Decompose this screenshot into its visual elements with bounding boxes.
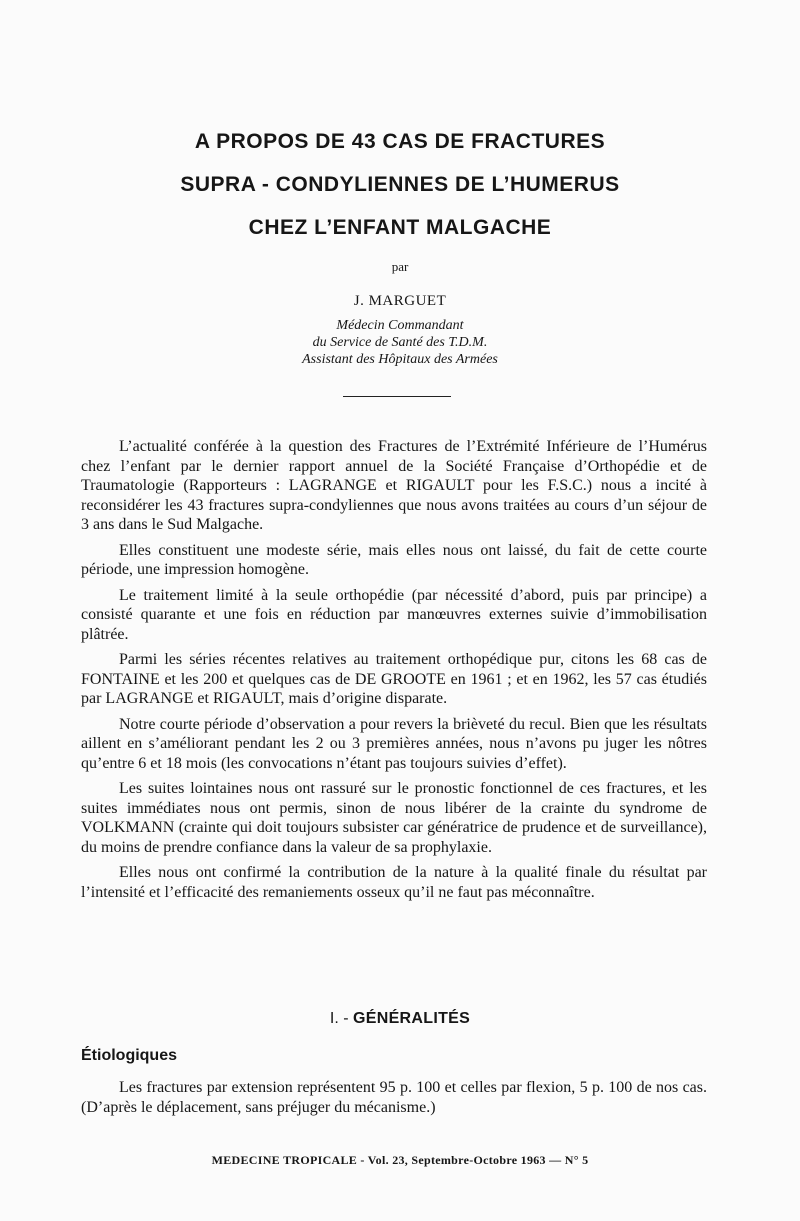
section-name: GÉNÉRALITÉS	[353, 1010, 471, 1027]
subsection-heading: Étiologiques	[81, 1047, 177, 1064]
author-affiliation-2: du Service de Santé des T.D.M.	[312, 335, 488, 350]
paragraph: Les fractures par extension représentent 95 p. 100 et celles par flexion, 5 p. 100 de nos cas. (D’après le déplacement, sans préjuger du mécanisme.)	[81, 1079, 707, 1116]
section-heading	[0, 1010, 800, 1028]
paragraph: Les suites lointaines nous ont rassuré sur le pronostic fonctionnel de ces fractures, et les suites immédiates nous ont permis, sinon de nous libérer de la crainte du syndrome de VOLKMANN (crainte qui doit toujours subsister car génératrice de prudence et de surveillance), du moins de prendre confiance dans la valeur de sa prophylaxie.	[81, 780, 707, 856]
paragraph: Parmi les séries récentes relatives au traitement orthopédique pur, citons les 68 cas de FONTAINE et les 200 et quelques cas de DE GROOTE en 1961 ; et en 1962, les 57 cas étudiés par LAGRANGE et RIGAULT, mais d’origine disparate.	[81, 651, 707, 707]
author-affiliation-3: Assistant des Hôpitaux des Armées	[302, 352, 498, 367]
title-line-2: SUPRA - CONDYLIENNES DE L’HUMERUS	[180, 173, 620, 196]
paragraph: Le traitement limité à la seule orthopédie (par nécessité d’abord, puis par principe) a consisté quarante et une fois en réduction par manœuvres externes suivie d’immobilisation plâtrée.	[81, 586, 707, 643]
title-line-1: A PROPOS DE 43 CAS DE FRACTURES	[194, 130, 606, 153]
byline-par: par	[391, 259, 409, 274]
paragraph: Notre courte période d’observation a pour revers la brièveté du recul. Bien que les résultats aillent en s’améliorant pendant les 2 ou 3 premières années, nous n’avons pu juger les nôtres qu’entre 6 et 18 mois (les convocations n’étant pas toujours suivies d’effet).	[81, 715, 707, 772]
title-line-3: CHEZ L’ENFANT MALGACHE	[248, 216, 552, 239]
author-name: J. MARGUET	[353, 293, 447, 309]
section-number: I. -	[329, 1010, 349, 1027]
separator-rule	[343, 396, 451, 397]
body-text	[81, 437, 707, 908]
page-footer: MEDECINE TROPICALE - Vol. 23, Septembre-Octobre 1963 — N° 5	[211, 1153, 589, 1167]
paragraph: Elles constituent une modeste série, mais elles nous ont laissé, du fait de cette courte période, une impression homogène.	[81, 541, 707, 578]
paragraph: Elles nous ont confirmé la contribution de la nature à la qualité finale du résultat par l’intensité et l’efficacité des remaniements osseux qu’il ne faut pas méconnaître.	[81, 864, 707, 901]
author-affiliation-1: Médecin Commandant	[336, 318, 464, 333]
paragraph: L’actualité conférée à la question des Fractures de l’Extrémité Inférieure de l’Humérus chez l’enfant par le dernier rapport annuel de la Société Française d’Orthopédie et de Traumatologie (Rapporteurs : LAGRANGE et RIGAULT pour les F.S.C.) nous a incité à reconsidérer les 43 fractures supra-condyliennes que nous avons traitées au cours d’un séjour de 3 ans dans le Sud Malgache.	[81, 438, 707, 533]
